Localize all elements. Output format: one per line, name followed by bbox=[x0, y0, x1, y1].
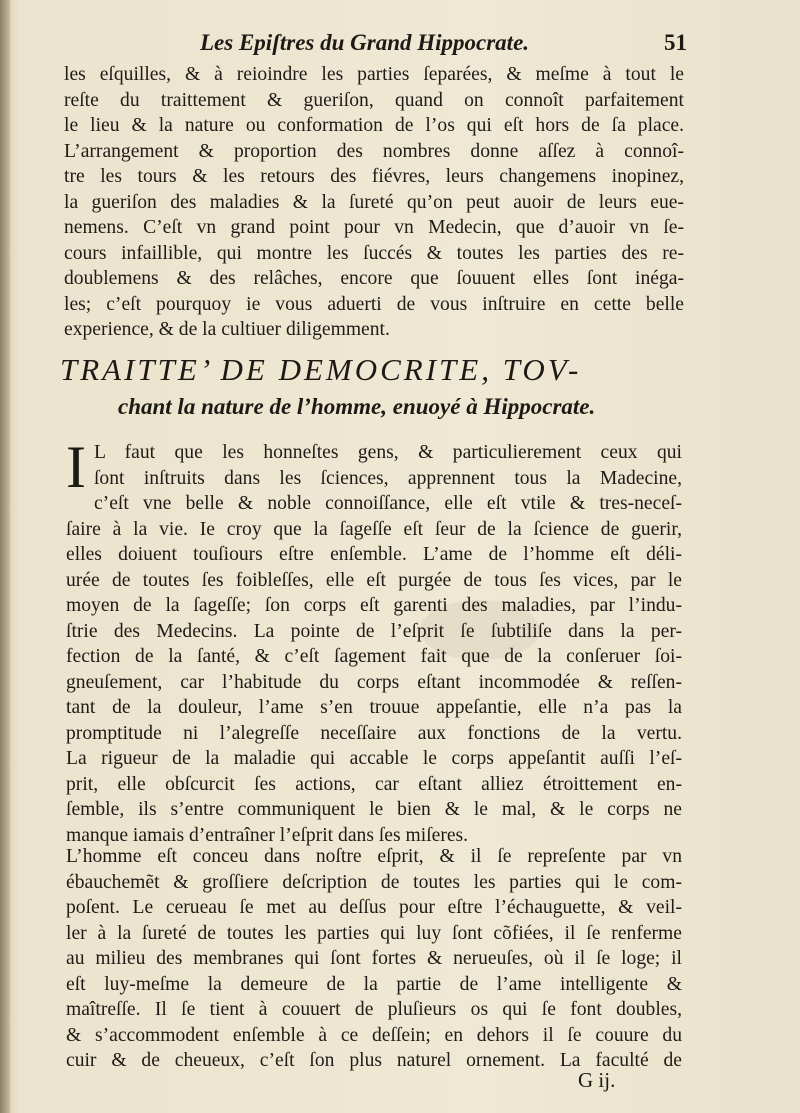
page-number: 51 bbox=[664, 30, 687, 55]
text-line: elles doiuent touſiours eſtre enſemble. L’ame de l’homme eſt déli- bbox=[66, 544, 682, 565]
text-line: ſtrie des Medecins. La pointe de l’eſprit ſe ſubtiliſe dans la per- bbox=[66, 620, 682, 642]
text-line: L faut que les honneſtes gens, & particulierement ceux qui bbox=[93, 442, 682, 463]
text-line: ſaire à la vie. Ie croy que la ſageſſe eſt ſeur de la ſcience de guerir, bbox=[66, 518, 682, 540]
text-line: la gueriſon des maladies & la ſureté qu’on peut auoir de leurs eue- bbox=[64, 191, 684, 213]
running-head bbox=[0, 30, 800, 62]
text-line: La rigueur de la maladie qui accable le corps appeſantit auſſi l’eſ- bbox=[66, 748, 682, 769]
text-line: L’homme eſt conceu dans noſtre eſprit, & il ſe repreſente par vn bbox=[66, 846, 682, 867]
treatise-paragraph-2 bbox=[66, 844, 682, 1074]
text-line: tant de la douleur, l’ame s’en trouue appeſantie, elle n’a pas la bbox=[66, 697, 682, 718]
text-line: maîtreſſe. Il ſe tient à couuert de pluſieurs os qui ſe font doubles, bbox=[66, 999, 682, 1020]
text-line: ler à la ſureté de toutes les parties qui luy ſont cõfiées, il ſe renferme bbox=[66, 922, 682, 944]
text-line: promptitude ni l’alegreſſe neceſſaire aux fonctions de la vertu. bbox=[66, 722, 682, 744]
text-line: reſte du traittement & gueriſon, quand on connoît parfaitement bbox=[64, 89, 684, 111]
page-gutter-shadow bbox=[0, 0, 10, 1113]
intro-paragraph bbox=[64, 62, 684, 343]
text-line: poſent. Le cerueau ſe met au deſſus pour eſtre l’échauguette, & veil- bbox=[66, 897, 682, 918]
signature-mark: G ij. bbox=[578, 1068, 616, 1092]
text-line: manque iamais d’entraîner l’eſprit dans ſes miſeres. bbox=[66, 824, 469, 846]
text-line: & s’accommodent enſemble à ce deſſein; en dehors il ſe couure du bbox=[66, 1024, 682, 1046]
text-line: c’eſt vne belle & noble connoiſſance, elle eſt vtile & tres-neceſ- bbox=[93, 493, 682, 514]
section-heading-line-2: chant la nature de l’homme, enuoyé à Hippocrate. bbox=[118, 394, 596, 419]
text-line: experience, & de la cultiuer diligemment. bbox=[64, 319, 390, 340]
text-line: cours infaillible, qui montre les ſuccés & toutes les parties des re- bbox=[64, 242, 684, 264]
section-heading-line-1: TRAITTE’ DE DEMOCRITE, TOV- bbox=[60, 352, 582, 387]
text-line: urée de toutes ſes foibleſſes, elle eſt purgée de tous ſes vices, par le bbox=[66, 569, 682, 591]
text-line: gneuſement, car l’habitude du corps eſtant incommodée & reſſen- bbox=[66, 671, 682, 693]
text-line: prit, elle obſcurcit ſes actions, car eſtant alliez étroittement en- bbox=[66, 773, 682, 795]
text-line: fection de la ſanté, & c’eſt ſagement fait que de la conſeruer ſoi- bbox=[66, 646, 682, 667]
text-line: moyen de la ſageſſe; ſon corps eſt garenti des maladies, par l’indu- bbox=[66, 595, 682, 616]
text-line: cuir & de cheueux, c’eſt ſon plus naturel ornement. La faculté de bbox=[66, 1050, 682, 1071]
text-line: tre les tours & les retours des fiévres, leurs changemens inopinez, bbox=[64, 166, 684, 187]
text-line: eſt luy-meſme la demeure de la partie de l’ame intelligente & bbox=[66, 973, 682, 995]
text-line: nemens. C’eſt vn grand point pour vn Medecin, que d’auoir vn ſe- bbox=[64, 217, 684, 238]
text-line: les; c’eſt pourquoy ie vous aduerti de vous inſtruire en cette belle bbox=[64, 293, 684, 315]
text-line: doublemens & des relâches, encore que ſouuent elles ſont inéga- bbox=[64, 268, 684, 289]
treatise-paragraph-1 bbox=[66, 434, 682, 848]
section-heading bbox=[60, 350, 690, 424]
text-line: ſont inſtruits dans les ſciences, apprennent tous la Madecine, bbox=[93, 467, 682, 489]
running-head-title: Les Epiſtres du Grand Hippocrate. bbox=[200, 30, 530, 55]
text-line: ſemble, ils s’entre communiquent le bien & le mal, & le corps ne bbox=[66, 799, 682, 820]
drop-cap: I bbox=[66, 434, 86, 500]
text-line: ébauchemẽt & groſſiere deſcription de toutes les parties qui le com- bbox=[66, 871, 682, 893]
text-line: les eſquilles, & à reioindre les parties ſeparées, & meſme à tout le bbox=[64, 64, 684, 85]
text-line: L’arrangement & proportion des nombres donne aſſez à connoî- bbox=[64, 140, 684, 162]
text-line: au milieu des membranes qui ſont fortes & nerueuſes, où il ſe loge; il bbox=[66, 948, 682, 969]
text-line: le lieu & la nature ou conformation de l’os qui eſt hors de ſa place. bbox=[64, 115, 684, 136]
